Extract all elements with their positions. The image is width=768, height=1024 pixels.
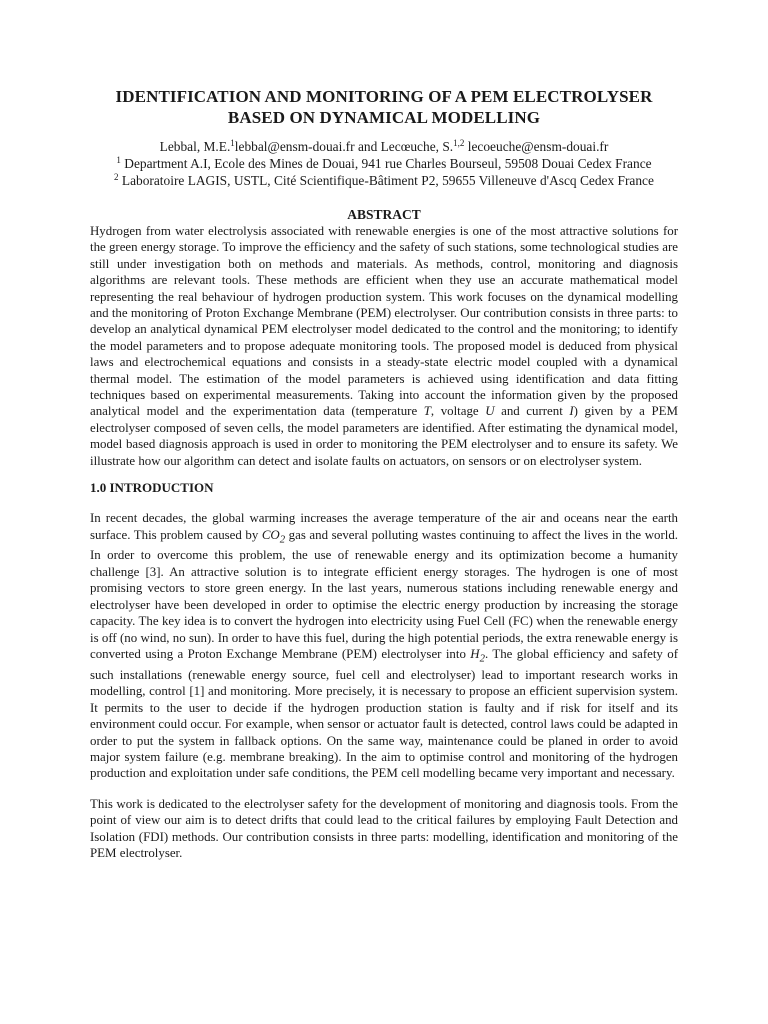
author-2-sup: 1,2	[453, 138, 465, 148]
section-heading-introduction: 1.0 INTRODUCTION	[90, 480, 214, 496]
affiliation-1-text: Department A.I, Ecole des Mines de Douai, 941 rue Charles Bourseul, 59508 Douai Cedex France	[120, 156, 652, 171]
abstract-text-c: and current	[494, 404, 570, 419]
affiliation-2	[90, 172, 678, 189]
intro-paragraph-2: This work is dedicated to the electrolyser safety for the development of monitoring and diagnosis tools. From the point of view our aim is to detect drifts that could lead to the critical failures by employing Fault Detection and Isolation (FDI) methods. Our contribution consists in three parts: modelling, identification and monitoring of the PEM electrolyser.	[90, 796, 678, 860]
spacer	[90, 782, 678, 796]
co2-formula: $CO_2$	[261, 527, 286, 546]
var-u: U	[485, 404, 495, 419]
h2-subscript: 2	[479, 652, 485, 665]
author-1-name: Lebbal, M.E.	[159, 139, 231, 154]
h2-formula: $H_2$	[470, 646, 485, 665]
abstract-text-a: Hydrogen from water electrolysis associated with renewable energies is one of the most attractive solutions for the green energy storage. To improve the efficiency and the safety of such stations, some technological studies are still under investigation both on methods and materials. As methods, control, monitoring and diagnosis algorithms are relevant tools. These methods are efficient when they use an accurate mathematical model representing the real behaviour of hydrogen production system. This work focuses on the dynamical modelling and the monitoring of Proton Exchange Membrane (PEM) electrolyser. Our contribution consists in three parts: to develop an analytical dynamical PEM electrolyser model dedicated to the control and the monitoring; to identify the model parameters and to propose adequate monitoring tools. The proposed model is deduced from physical laws and electrochemical equations and consists in a steady-state electric model coupled with a dynamical thermal model. The estimation of the model parameters is achieved using identification and data fitting techniques based on experimental measurements. Taking into account the information given by the proposed analytical model and the experimentation data (temperature	[90, 224, 678, 419]
intro-p1-a: In recent decades, the global warming increases the average temperature of the air and oceans near the earth surface. This problem caused by	[90, 511, 678, 542]
author-block	[90, 138, 678, 189]
author-2-email[interactable]: lecoeuche@ensm-douai.fr	[467, 139, 609, 154]
abstract-heading: ABSTRACT	[347, 207, 421, 222]
author-2-name: Lecœuche, S.	[380, 139, 454, 154]
title-line-2: BASED ON DYNAMICAL MODELLING	[227, 108, 541, 127]
title-line-1: IDENTIFICATION AND MONITORING OF A PEM ELECTROLYSER	[115, 87, 653, 106]
intro-p1-b: gas and several polluting wastes continuing to affect the lives in the world. In order to overcome this problem, the use of renewable energy and its optimization become a humanity challenge [3]. An attractive solution is to integrate efficient energy storages. The hydrogen is one of most promising vectors to store green energy. In the last years, numerous stations including renewable energy and electrolyser have been developed in order to optimise the electric energy production by increasing the storage capacity. The key idea is to convert the hydrogen into electricity using Fuel Cell (FC) when the renewable energy is off (no wind, no sun). In order to have this fuel, during the high potential periods, the extra renewable energy is converted using a Proton Exchange Membrane (PEM) electrolyser into	[90, 527, 678, 661]
paper-title	[90, 86, 678, 128]
abstract-text-b: , voltage	[430, 404, 486, 419]
affiliation-2-sup: 2	[114, 172, 119, 182]
var-i: I	[569, 404, 574, 419]
abstract-text	[90, 223, 678, 469]
var-t: T	[423, 404, 431, 419]
affiliation-2-text: Laboratoire LAGIS, USTL, Cité Scientifique-Bâtiment P2, 59655 Villeneuve d'Ascq Cedex France	[118, 173, 654, 188]
author-1-sup: 1	[230, 138, 235, 148]
spacer	[90, 496, 678, 510]
intro-p1-c: . The global efficiency and safety of such installations (renewable energy source, fuel cell and electrolyser) lead to important research works in modelling, control [1] and monitoring. More precisely, it is necessary to propose an efficient supervision system. It permits to the user to decide if the hydrogen production station is faulty and if risk for itself and its environment could occur. For example, when sensor or actuator fault is detected, control laws could be adapted in order to put the system in fallback options. On the same way, maintenance could be planed in order to avoid major system failure (e.g. membrane breaking). In the aim to optimise control and monitoring of the hydrogen production and exploitation under safe conditions, the PEM cell modelling became very important and necessary.	[90, 646, 678, 781]
co2-subscript: 2	[279, 533, 286, 546]
author-1-email[interactable]: lebbal@ensm-douai.fr	[234, 139, 355, 154]
intro-paragraph-1	[90, 510, 678, 782]
affiliation-1	[90, 155, 678, 172]
affiliation-1-sup: 1	[116, 155, 121, 165]
abstract-text-d: ) given by a PEM electrolyser composed of seven cells, the model parameters are identified. After estimating the dynamical model, model based diagnosis approach is used in order to monitoring the PEM electrolyser and to ensure its safety. We illustrate how our algorithm can detect and isolate faults on actuators, on sensors or on electrolyser system.	[90, 404, 678, 468]
author-and: and	[354, 139, 381, 154]
author-line	[90, 138, 678, 155]
